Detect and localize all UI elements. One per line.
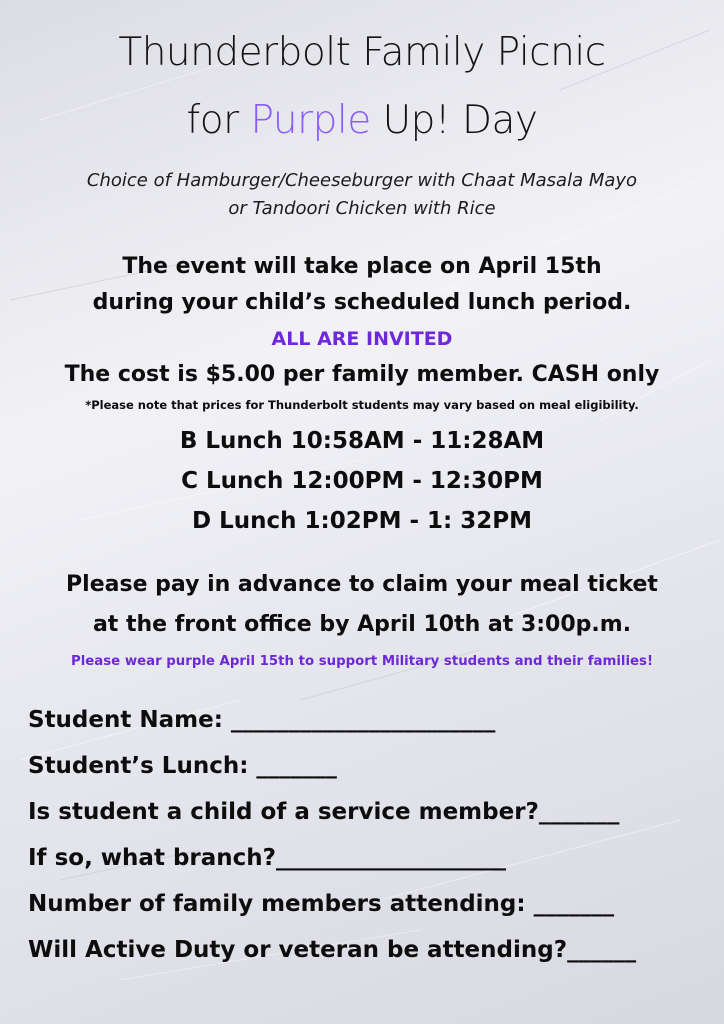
form-student-name: Student Name: _______________________: [28, 707, 496, 733]
form-branch: If so, what branch?____________________: [28, 845, 507, 871]
payment-line-1: Please pay in advance to claim your meal ticket: [66, 572, 658, 597]
form-veteran-attending: Will Active Duty or veteran be attending?______: [28, 937, 637, 963]
payment-line-2: at the front office by April 10th at 3:00p.m.: [92, 612, 632, 637]
lunch-c-time: C Lunch 12:00PM - 12:30PM: [181, 468, 543, 494]
price-note: *Please note that prices for Thunderbolt students may vary based on meal eligibility.: [85, 398, 639, 412]
form-service-member: Is student a child of a service member?_______: [28, 799, 620, 825]
title-line-1: Thunderbolt Family Picnic: [118, 30, 606, 75]
all-invited-text: ALL ARE INVITED: [271, 328, 453, 350]
lunch-b-time: B Lunch 10:58AM - 11:28AM: [179, 428, 545, 454]
menu-line-2: or Tandoori Chicken with Rice: [228, 198, 496, 219]
event-period-line: during your child’s scheduled lunch period.: [92, 290, 632, 315]
form-family-count: Number of family members attending: _______: [28, 891, 615, 917]
purple-highlight: Purple: [250, 98, 371, 143]
lunch-d-time: D Lunch 1:02PM - 1: 32PM: [192, 508, 532, 534]
form-student-lunch: Student’s Lunch: _______: [28, 753, 337, 779]
event-date-line: The event will take place on April 15th: [122, 254, 602, 279]
cost-line: The cost is $5.00 per family member. CASH only: [64, 362, 660, 387]
title-line-2: for Purple Up! Day: [186, 98, 538, 143]
menu-line-1: Choice of Hamburger/Cheeseburger with Chaat Masala Mayo: [86, 170, 638, 191]
wear-purple-note: Please wear purple April 15th to support Military students and their families!: [70, 654, 654, 669]
